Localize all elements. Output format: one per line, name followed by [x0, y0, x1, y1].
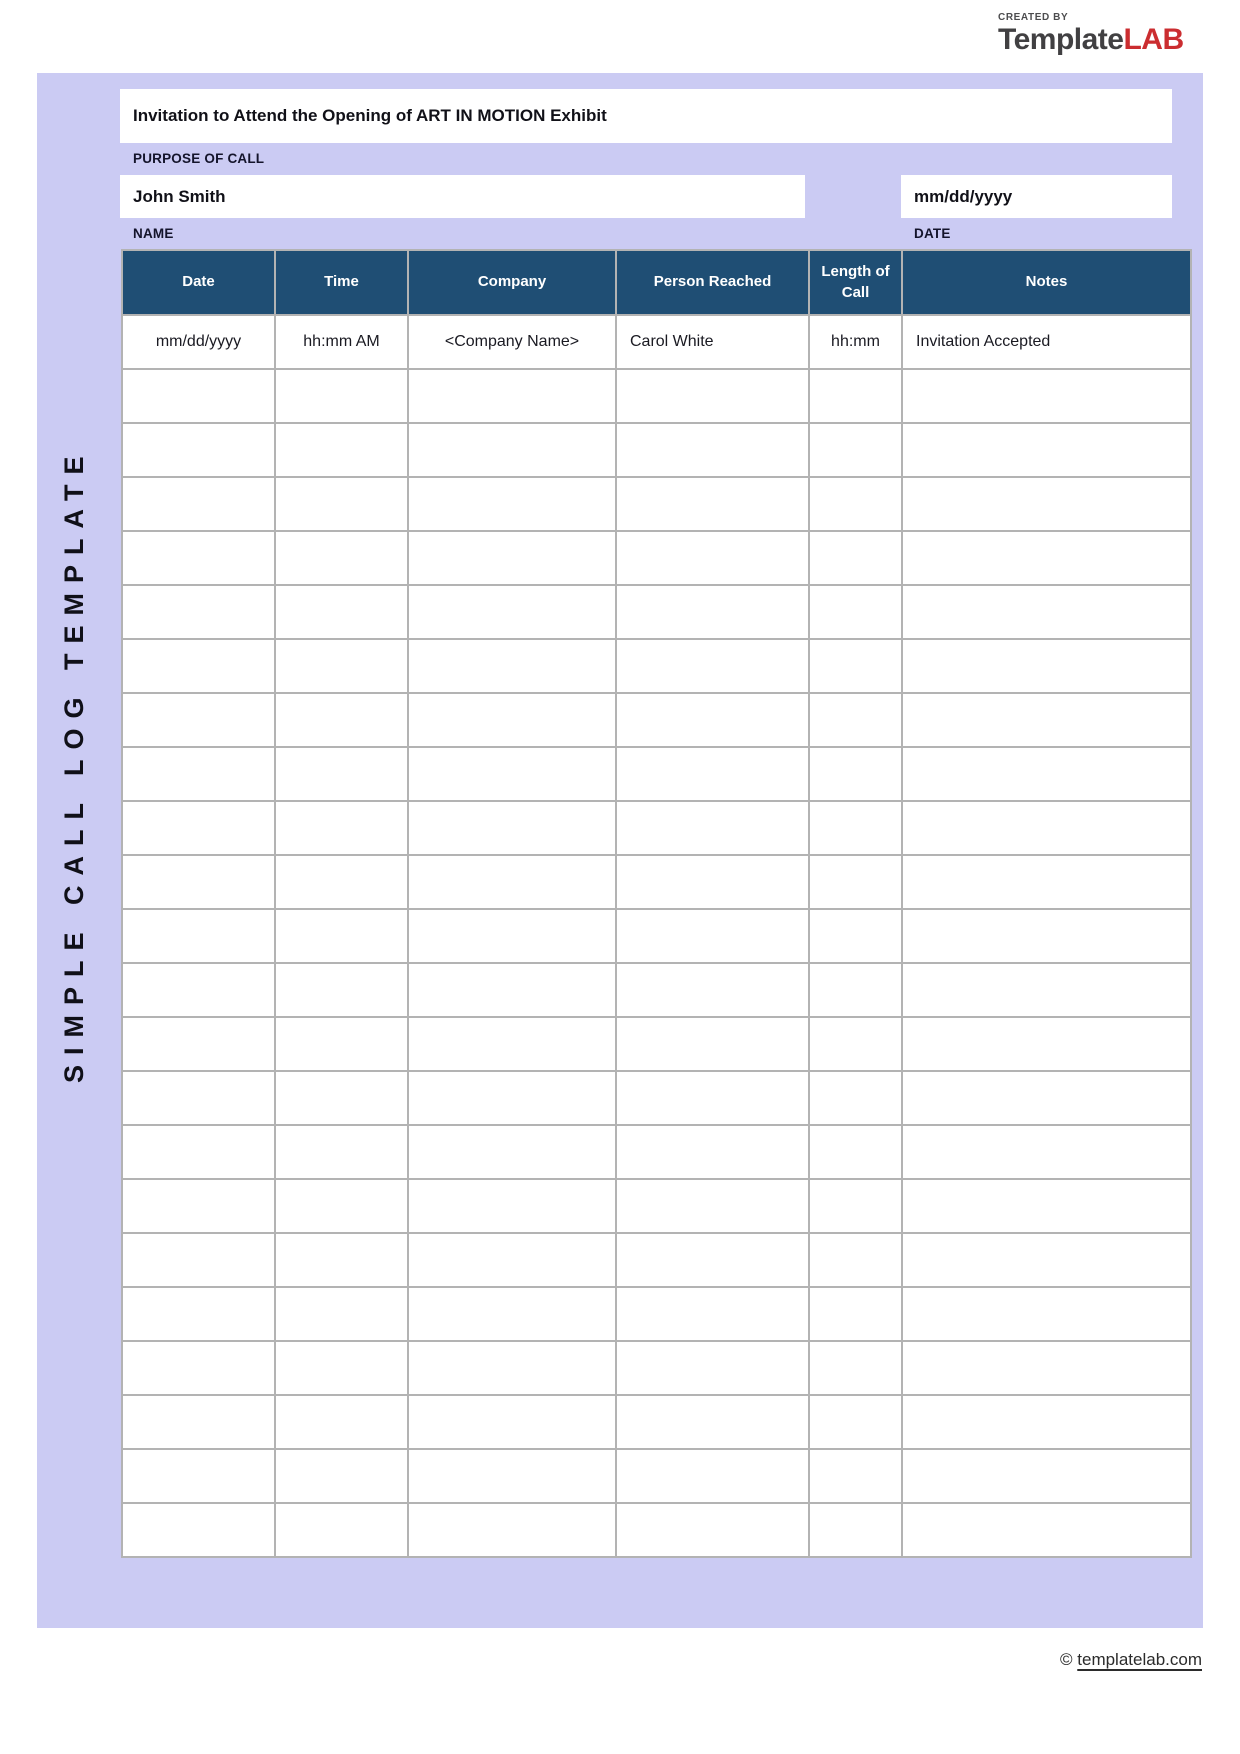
table-cell[interactable]	[408, 963, 616, 1017]
table-cell[interactable]	[408, 1233, 616, 1287]
table-cell[interactable]	[809, 1017, 902, 1071]
name-value: John Smith	[133, 186, 226, 206]
table-cell[interactable]	[408, 801, 616, 855]
table-cell[interactable]	[122, 1395, 275, 1449]
table-cell[interactable]	[275, 1503, 408, 1557]
table-cell[interactable]	[122, 1503, 275, 1557]
table-cell[interactable]	[408, 639, 616, 693]
call-log-table-body	[122, 315, 1191, 1557]
table-cell[interactable]	[616, 1017, 809, 1071]
table-cell[interactable]	[616, 909, 809, 963]
column-header-length-of-call: Length of Call	[809, 250, 902, 315]
table-row	[122, 1503, 1191, 1557]
table-cell[interactable]	[809, 1449, 902, 1503]
table-row	[122, 909, 1191, 963]
table-cell[interactable]	[122, 1233, 275, 1287]
table-cell[interactable]	[809, 1395, 902, 1449]
purpose-of-call-label: PURPOSE OF CALL	[133, 151, 265, 166]
table-cell[interactable]	[408, 855, 616, 909]
table-cell[interactable]	[809, 693, 902, 747]
table-cell[interactable]	[809, 855, 902, 909]
table-cell[interactable]	[809, 909, 902, 963]
table-cell[interactable]	[616, 1503, 809, 1557]
table-row	[122, 963, 1191, 1017]
table-row	[122, 1179, 1191, 1233]
table-cell[interactable]	[122, 1179, 275, 1233]
table-cell[interactable]	[275, 1125, 408, 1179]
table-cell[interactable]	[275, 639, 408, 693]
table-cell[interactable]	[616, 1233, 809, 1287]
table-cell[interactable]	[122, 531, 275, 585]
table-cell[interactable]	[902, 1125, 1191, 1179]
table-row	[122, 801, 1191, 855]
table-cell[interactable]	[122, 1341, 275, 1395]
table-cell[interactable]	[616, 1395, 809, 1449]
table-cell[interactable]	[122, 423, 275, 477]
table-cell[interactable]	[408, 693, 616, 747]
table-cell[interactable]	[408, 477, 616, 531]
table-cell[interactable]	[902, 855, 1191, 909]
table-cell[interactable]	[408, 585, 616, 639]
table-cell[interactable]	[902, 1179, 1191, 1233]
table-cell[interactable]	[616, 369, 809, 423]
table-cell[interactable]	[275, 423, 408, 477]
table-cell[interactable]	[408, 1395, 616, 1449]
table-cell[interactable]	[275, 747, 408, 801]
table-cell[interactable]	[809, 963, 902, 1017]
table-row	[122, 747, 1191, 801]
table-cell[interactable]	[122, 639, 275, 693]
table-cell[interactable]	[275, 801, 408, 855]
table-cell[interactable]	[275, 1287, 408, 1341]
table-cell[interactable]: hh:mm	[809, 315, 902, 369]
table-row	[122, 315, 1191, 369]
call-log-table-header	[122, 250, 1191, 315]
table-row	[122, 1395, 1191, 1449]
table-cell[interactable]: hh:mm AM	[275, 315, 408, 369]
table-cell[interactable]	[616, 1449, 809, 1503]
table-row	[122, 1017, 1191, 1071]
table-cell[interactable]	[809, 369, 902, 423]
table-cell[interactable]: mm/dd/yyyy	[122, 315, 275, 369]
table-row	[122, 1233, 1191, 1287]
templatelab-logo[interactable]	[998, 13, 1184, 55]
table-cell[interactable]	[275, 693, 408, 747]
table-cell[interactable]	[902, 909, 1191, 963]
table-row	[122, 477, 1191, 531]
header-row	[122, 250, 1191, 315]
table-cell[interactable]	[275, 477, 408, 531]
table-cell[interactable]: <Company Name>	[408, 315, 616, 369]
table-cell[interactable]	[616, 423, 809, 477]
date-value: mm/dd/yyyy	[914, 186, 1013, 206]
table-cell[interactable]	[408, 531, 616, 585]
table-cell[interactable]	[902, 963, 1191, 1017]
table-cell[interactable]	[616, 585, 809, 639]
table-cell[interactable]	[275, 963, 408, 1017]
table-cell[interactable]	[902, 1287, 1191, 1341]
table-cell[interactable]	[275, 855, 408, 909]
table-row	[122, 423, 1191, 477]
table-cell[interactable]	[275, 531, 408, 585]
table-cell[interactable]	[275, 1449, 408, 1503]
table-cell[interactable]	[616, 855, 809, 909]
table-cell[interactable]	[122, 1017, 275, 1071]
table-cell[interactable]	[902, 639, 1191, 693]
table-cell[interactable]	[275, 369, 408, 423]
table-cell[interactable]	[275, 1071, 408, 1125]
logo-brand-text	[998, 25, 1184, 55]
table-cell[interactable]	[902, 747, 1191, 801]
table-cell[interactable]	[809, 585, 902, 639]
table-cell[interactable]	[809, 1233, 902, 1287]
date-label: DATE	[914, 226, 951, 241]
logo-created-by-text: CREATED BY	[998, 12, 1069, 23]
table-cell[interactable]	[809, 1503, 902, 1557]
logo-template-text: Template	[998, 23, 1124, 56]
table-cell[interactable]	[275, 1017, 408, 1071]
table-cell[interactable]	[275, 1233, 408, 1287]
table-cell[interactable]	[616, 963, 809, 1017]
table-cell[interactable]	[809, 531, 902, 585]
column-header-date: Date	[122, 250, 275, 315]
table-cell[interactable]	[275, 1395, 408, 1449]
table-cell[interactable]	[809, 801, 902, 855]
table-row	[122, 639, 1191, 693]
table-cell[interactable]	[122, 747, 275, 801]
table-cell[interactable]	[408, 1017, 616, 1071]
name-field[interactable]	[120, 175, 805, 218]
table-cell[interactable]	[809, 1125, 902, 1179]
table-cell[interactable]	[809, 1071, 902, 1125]
table-cell[interactable]	[616, 801, 809, 855]
table-cell[interactable]	[809, 477, 902, 531]
table-cell[interactable]	[902, 585, 1191, 639]
table-cell[interactable]	[122, 369, 275, 423]
table-row	[122, 693, 1191, 747]
column-header-notes: Notes	[902, 250, 1191, 315]
table-cell[interactable]	[809, 1341, 902, 1395]
purpose-of-call-value: Invitation to Attend the Opening of ART IN MOTION Exhibit	[133, 106, 607, 125]
table-cell[interactable]	[122, 585, 275, 639]
table-cell[interactable]	[809, 1287, 902, 1341]
vertical-page-title: SIMPLE CALL LOG TEMPLATE	[59, 446, 89, 1084]
table-cell[interactable]	[408, 369, 616, 423]
table-cell[interactable]	[408, 423, 616, 477]
table-cell[interactable]	[408, 1341, 616, 1395]
column-header-time: Time	[275, 250, 408, 315]
table-cell[interactable]	[902, 1449, 1191, 1503]
table-row	[122, 1341, 1191, 1395]
table-cell[interactable]	[616, 747, 809, 801]
table-cell[interactable]	[122, 1287, 275, 1341]
logo-lab-text: LAB	[1123, 23, 1184, 56]
table-cell[interactable]	[616, 1125, 809, 1179]
table-cell[interactable]	[122, 1449, 275, 1503]
table-row	[122, 1071, 1191, 1125]
table-cell[interactable]	[275, 1179, 408, 1233]
table-cell[interactable]	[902, 1017, 1191, 1071]
table-cell[interactable]	[616, 1071, 809, 1125]
table-cell[interactable]	[902, 423, 1191, 477]
table-cell[interactable]: Invitation Accepted	[902, 315, 1191, 369]
table-row	[122, 1287, 1191, 1341]
table-cell[interactable]	[408, 747, 616, 801]
table-cell[interactable]	[408, 1449, 616, 1503]
table-cell[interactable]	[902, 1503, 1191, 1557]
table-row	[122, 585, 1191, 639]
table-cell[interactable]	[122, 477, 275, 531]
table-cell[interactable]	[616, 1287, 809, 1341]
date-field[interactable]	[901, 175, 1172, 218]
table-cell[interactable]	[616, 531, 809, 585]
table-cell[interactable]	[616, 1179, 809, 1233]
table-cell[interactable]	[902, 693, 1191, 747]
table-cell[interactable]	[122, 1125, 275, 1179]
templatelab-link[interactable]: templatelab.com	[1077, 1650, 1202, 1669]
table-cell[interactable]	[902, 1395, 1191, 1449]
table-cell[interactable]	[275, 909, 408, 963]
table-cell[interactable]	[902, 1071, 1191, 1125]
footer	[1060, 1650, 1202, 1670]
table-row	[122, 855, 1191, 909]
table-cell[interactable]	[408, 1071, 616, 1125]
table-row	[122, 1125, 1191, 1179]
table-cell[interactable]	[275, 1341, 408, 1395]
table-cell[interactable]	[616, 639, 809, 693]
table-cell[interactable]	[616, 477, 809, 531]
name-label: NAME	[133, 226, 174, 241]
table-cell[interactable]	[902, 369, 1191, 423]
table-cell[interactable]	[902, 801, 1191, 855]
table-cell[interactable]	[408, 909, 616, 963]
table-cell[interactable]	[809, 1179, 902, 1233]
table-cell[interactable]	[809, 639, 902, 693]
table-cell[interactable]	[275, 585, 408, 639]
table-cell[interactable]	[122, 963, 275, 1017]
table-cell[interactable]	[616, 693, 809, 747]
table-cell[interactable]	[408, 1125, 616, 1179]
table-cell[interactable]	[616, 1341, 809, 1395]
table-cell[interactable]	[809, 423, 902, 477]
copyright-symbol: ©	[1060, 1650, 1073, 1669]
column-header-company: Company	[408, 250, 616, 315]
table-cell[interactable]	[408, 1287, 616, 1341]
table-row	[122, 369, 1191, 423]
table-cell[interactable]	[902, 477, 1191, 531]
table-cell[interactable]	[902, 531, 1191, 585]
table-cell[interactable]	[122, 909, 275, 963]
table-cell[interactable]	[408, 1503, 616, 1557]
table-cell[interactable]	[122, 1071, 275, 1125]
lavender-panel	[37, 73, 1203, 1628]
table-cell[interactable]	[408, 1179, 616, 1233]
table-cell[interactable]	[122, 855, 275, 909]
table-cell[interactable]	[809, 747, 902, 801]
table-cell[interactable]	[902, 1341, 1191, 1395]
purpose-of-call-field[interactable]	[120, 89, 1172, 143]
table-cell[interactable]	[902, 1233, 1191, 1287]
table-row	[122, 1449, 1191, 1503]
table-cell[interactable]	[122, 801, 275, 855]
table-cell[interactable]: Carol White	[616, 315, 809, 369]
table-cell[interactable]	[122, 693, 275, 747]
column-header-person-reached: Person Reached	[616, 250, 809, 315]
table-row	[122, 531, 1191, 585]
call-log-table	[121, 249, 1192, 1558]
